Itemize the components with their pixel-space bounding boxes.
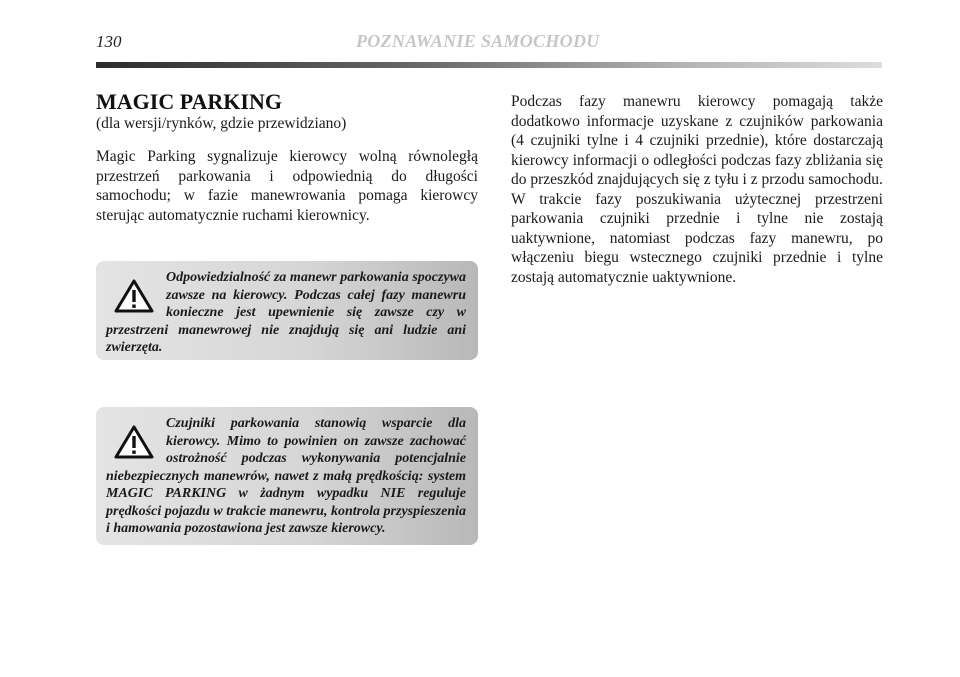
warning-box-sensors	[96, 407, 478, 545]
article-subtitle: (dla wersji/rynków, gdzie przewidziano)	[96, 115, 347, 132]
right-paragraph-1: Podczas fazy manewru kierowcy pomagają także dodatkowo informacje uzyskane z czujników parkowania (4 czujniki tylne i 4 czujniki przednie), które dostarczają kierowcy informacji o odległości podczas fazy zbliżania się do przeszkód znajdujących się z tyłu i z przodu samochodu.	[511, 93, 883, 188]
intro-paragraph: Magic Parking sygnalizuje kierowcy wolną równoległą przestrzeń parkowania i odpowiednią do długości samochodu; w fazie manewrowania pomaga kierowcy sterując automatycznie ruchami kierownicy.	[96, 148, 478, 224]
warning-triangle-icon	[114, 425, 154, 459]
header-divider	[96, 62, 882, 68]
left-column	[96, 90, 478, 225]
warning-box-responsibility	[96, 261, 478, 360]
right-column	[511, 92, 883, 287]
warning-triangle-icon	[114, 279, 154, 313]
article-title: MAGIC PARKING	[96, 89, 282, 114]
right-paragraph-2: W trakcie fazy poszukiwania użytecznej przestrzeni parkowania czujniki przednie i tylne nie zostają uaktywnione, natomiast podczas fazy manewru, po włączeniu biegu wstecznego czujniki przednie i tylne zostają automatycznie uaktywnione.	[511, 190, 883, 286]
warning-text: Czujniki parkowania stanowią wsparcie dla kierowcy. Mimo to powinien on zawsze zachować ostrożność podczas wykonywania potencjalnie niebezpiecznych manewrów, nawet z małą prędkością: system MAGIC PARKING w żadnym wypadku NIE reguluje prędkości pojazdu w trakcie manewru, kontrola przyspieszenia i hamowania pozostawiona jest zawsze kierowcy.	[106, 416, 466, 536]
section-title: POZNAWANIE SAMOCHODU	[356, 31, 600, 51]
warning-text: Odpowiedzialność za manewr parkowania spoczywa zawsze na kierowcy. Podczas całej fazy manewru konieczne jest upewnienie się zawsze czy w przestrzeni manewrowej nie znajdują się ani ludzie ani zwierzęta.	[106, 270, 466, 355]
page-number: 130	[96, 32, 122, 51]
